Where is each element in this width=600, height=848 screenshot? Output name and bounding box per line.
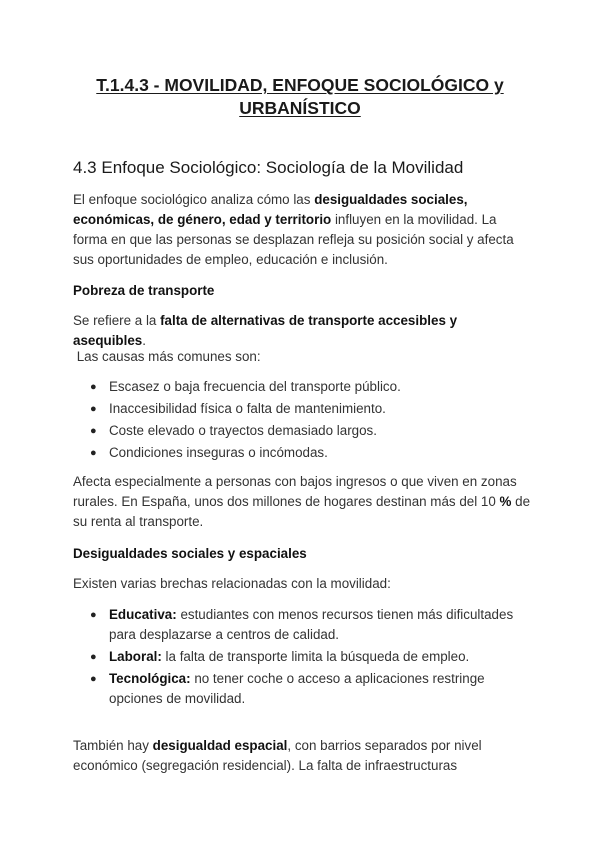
list-item: [90, 377, 530, 397]
title-line-1: T.1.4.3 - MOVILIDAD, ENFOQUE SOCIOLÓGICO y: [96, 75, 504, 95]
item-text: no tener coche o acceso a aplicaciones restringe opciones de movilidad.: [109, 671, 485, 706]
intro-bold: desigualdades sociales, económicas, de género, edad y territorio: [73, 192, 468, 227]
inequalities-heading: Desigualdades sociales y espaciales: [73, 546, 307, 561]
list-item: [90, 647, 530, 667]
inequalities-list: [90, 605, 530, 711]
list-item: [90, 443, 530, 463]
affects-text-1: Afecta especialmente a personas con bajos ingresos o que viven en zonas rurales. En España, unos dos millones de hogares destinan más del 10: [73, 474, 517, 509]
cause-text: Inaccesibilidad física o falta de mantenimiento.: [109, 401, 386, 416]
bullet-icon: ●: [90, 447, 97, 459]
cause-text: Coste elevado o trayectos demasiado largos.: [109, 423, 377, 438]
list-item: [90, 399, 530, 419]
item-text: la falta de transporte limita la búsqueda de empleo.: [161, 649, 470, 664]
list-item: [90, 669, 530, 709]
item-label: Laboral:: [109, 649, 162, 664]
affects-bold: %: [499, 494, 512, 509]
spatial-paragraph: [73, 736, 533, 776]
poverty-text-1: Se refiere a la: [73, 313, 161, 328]
cause-text: Condiciones inseguras o incómodas.: [109, 445, 328, 460]
causes-list: [90, 377, 530, 465]
document-title: [40, 74, 560, 120]
bullet-icon: ●: [90, 381, 97, 393]
causes-intro: Las causas más comunes son:: [73, 349, 261, 364]
bullet-icon: ●: [90, 609, 97, 621]
list-item: [90, 605, 530, 645]
list-item: [90, 421, 530, 441]
section-heading: 4.3 Enfoque Sociológico: Sociología de la Movilidad: [73, 158, 464, 177]
item-label: Educativa:: [109, 607, 177, 622]
poverty-text-2: .: [142, 333, 146, 348]
inequalities-intro: Existen varias brechas relacionadas con la movilidad:: [73, 576, 391, 591]
intro-text-2: influyen en la movilidad. La forma en que las personas se desplazan refleja su posición social y afecta sus oportunidades de empleo, educación e inclusión.: [73, 212, 514, 267]
bullet-icon: ●: [90, 403, 97, 415]
spatial-text-2: , con barrios separados por nivel económico (segregación residencial). La falta de infraestructuras: [73, 738, 482, 773]
spatial-bold: desigualdad espacial: [152, 738, 288, 753]
affects-paragraph: [73, 472, 533, 532]
cause-text: Escasez o baja frecuencia del transporte público.: [109, 379, 401, 394]
item-label: Tecnológica:: [109, 671, 191, 686]
intro-text-1: El enfoque sociológico analiza cómo las: [73, 192, 315, 207]
item-text: estudiantes con menos recursos tienen más dificultades para desplazarse a centros de calidad.: [109, 607, 514, 642]
bullet-icon: ●: [90, 425, 97, 437]
bullet-icon: ●: [90, 651, 97, 663]
affects-text-2: de su renta al transporte.: [73, 494, 531, 529]
spatial-text-1: También hay: [73, 738, 153, 753]
poverty-bold: falta de alternativas de transporte accesibles y asequibles: [73, 313, 458, 348]
title-line-2: URBANÍSTICO: [239, 98, 361, 118]
poverty-paragraph: [73, 311, 533, 351]
poverty-heading: Pobreza de transporte: [73, 283, 215, 298]
bullet-icon: ●: [90, 673, 97, 685]
intro-paragraph: [73, 190, 533, 270]
